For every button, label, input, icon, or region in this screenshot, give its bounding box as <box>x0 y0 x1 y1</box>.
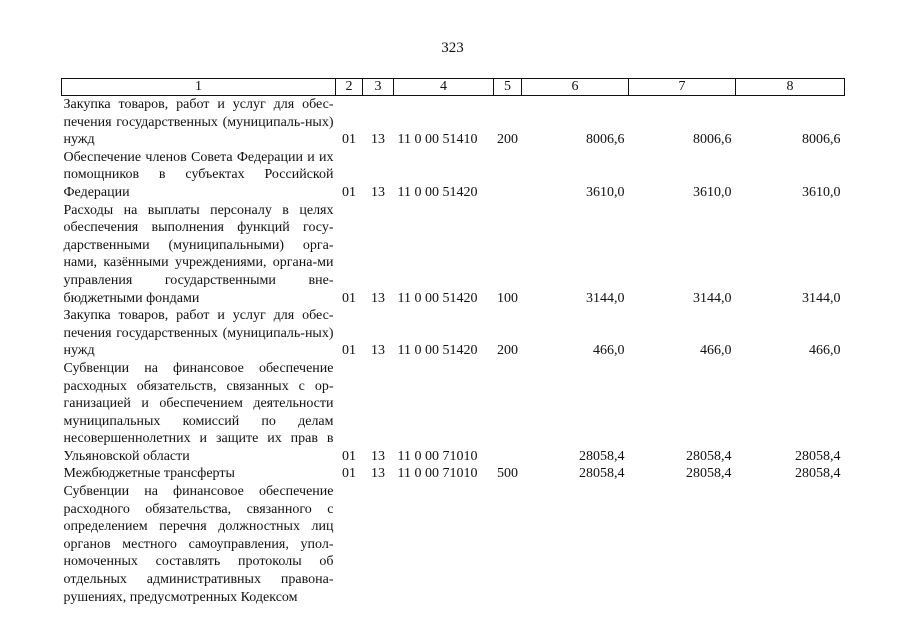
table-row <box>62 149 845 202</box>
amount-col-8: 8006,6 <box>802 132 841 148</box>
amount-col-7: 466,0 <box>700 343 732 359</box>
section-code: 01 <box>342 466 356 482</box>
row-description: Субвенции на финансовое обеспечение расходного обязательства, связанного с определением перечня должностных лиц органов местного самоуправления, упол-номоченных составлять протоколы об отдельных административных правона-рушениях, предусмотренных Кодексом <box>63 484 334 605</box>
amount-col-6: 28058,4 <box>579 448 625 464</box>
amount-col-7: 28058,4 <box>686 466 732 482</box>
subsection-code: 13 <box>371 343 385 359</box>
table-row <box>62 96 845 149</box>
amount-col-8: 466,0 <box>809 343 841 359</box>
target-article-code: 11 0 00 71010 <box>397 448 478 464</box>
subsection-code: 13 <box>371 132 385 148</box>
column-header: 6 <box>522 79 629 96</box>
page-number: 323 <box>441 40 464 56</box>
table-row <box>62 360 845 466</box>
table-row <box>62 307 845 360</box>
row-description: Межбюджетные трансферты <box>63 466 235 482</box>
target-article-code: 11 0 00 51410 <box>397 132 478 148</box>
column-header: 7 <box>629 79 736 96</box>
section-code: 01 <box>342 343 356 359</box>
subsection-code: 13 <box>371 290 385 306</box>
section-code: 01 <box>342 290 356 306</box>
column-header: 2 <box>336 79 363 96</box>
subsection-code: 13 <box>371 184 385 200</box>
amount-col-8: 3610,0 <box>802 184 841 200</box>
subsection-code: 13 <box>371 466 385 482</box>
target-article-code: 11 0 00 51420 <box>397 290 478 306</box>
table-row <box>62 483 845 606</box>
amount-col-6: 8006,6 <box>586 132 625 148</box>
row-description: Закупка товаров, работ и услуг для обес-печения государственных (муниципаль-ных) нужд <box>63 308 334 359</box>
section-code: 01 <box>342 132 356 148</box>
column-header: 1 <box>62 79 336 96</box>
amount-col-7: 28058,4 <box>686 448 732 464</box>
target-article-code <box>394 483 494 606</box>
row-description: Субвенции на финансовое обеспечение расходных обязательств, связанных с ор-ганизацией и обеспечением деятельности муниципальных комиссий по делам несовершеннолетних и защите их прав в Ульяновской области <box>63 360 334 464</box>
section-code: 01 <box>342 448 356 464</box>
row-description: Обеспечение членов Совета Федерации и их помощников в субъектах Российской Федерации <box>63 149 334 200</box>
subsection-code <box>363 483 394 606</box>
amount-col-6: 3610,0 <box>586 184 625 200</box>
section-code: 01 <box>342 184 356 200</box>
amount-col-8 <box>736 483 845 606</box>
amount-col-8: 28058,4 <box>795 448 841 464</box>
amount-col-7: 3144,0 <box>693 290 732 306</box>
amount-col-7 <box>629 483 736 606</box>
target-article-code: 11 0 00 51420 <box>397 184 478 200</box>
amount-col-6: 466,0 <box>593 343 625 359</box>
expense-type-code <box>494 360 522 466</box>
expense-type-code: 200 <box>497 343 518 359</box>
amount-col-6 <box>522 483 629 606</box>
target-article-code: 11 0 00 51420 <box>397 343 478 359</box>
amount-col-8: 28058,4 <box>795 466 841 482</box>
expense-type-code <box>494 483 522 606</box>
table-row <box>62 202 845 308</box>
table-header-row <box>62 79 845 96</box>
amount-col-6: 3144,0 <box>586 290 625 306</box>
expense-type-code <box>494 149 522 202</box>
section-code <box>336 483 363 606</box>
amount-col-8: 3144,0 <box>802 290 841 306</box>
budget-table <box>61 78 845 606</box>
table-body <box>62 96 845 607</box>
column-header: 5 <box>494 79 522 96</box>
expense-type-code: 200 <box>497 132 518 148</box>
amount-col-7: 8006,6 <box>693 132 732 148</box>
target-article-code: 11 0 00 71010 <box>397 466 478 482</box>
amount-col-7: 3610,0 <box>693 184 732 200</box>
subsection-code: 13 <box>371 448 385 464</box>
expense-type-code: 100 <box>497 290 518 306</box>
column-header: 4 <box>394 79 494 96</box>
column-header: 3 <box>363 79 394 96</box>
column-header: 8 <box>736 79 845 96</box>
row-description: Расходы на выплаты персоналу в целях обеспечения выполнения функций госу-дарственными (муниципальными) орга-нами, казёнными учреждениями, органа-ми управления государственными вне-бюджетными фондами <box>63 202 334 306</box>
expense-type-code: 500 <box>497 466 518 482</box>
amount-col-6: 28058,4 <box>579 466 625 482</box>
row-description: Закупка товаров, работ и услуг для обес-печения государственных (муниципаль-ных) нужд <box>63 97 334 148</box>
table-row <box>62 465 845 483</box>
